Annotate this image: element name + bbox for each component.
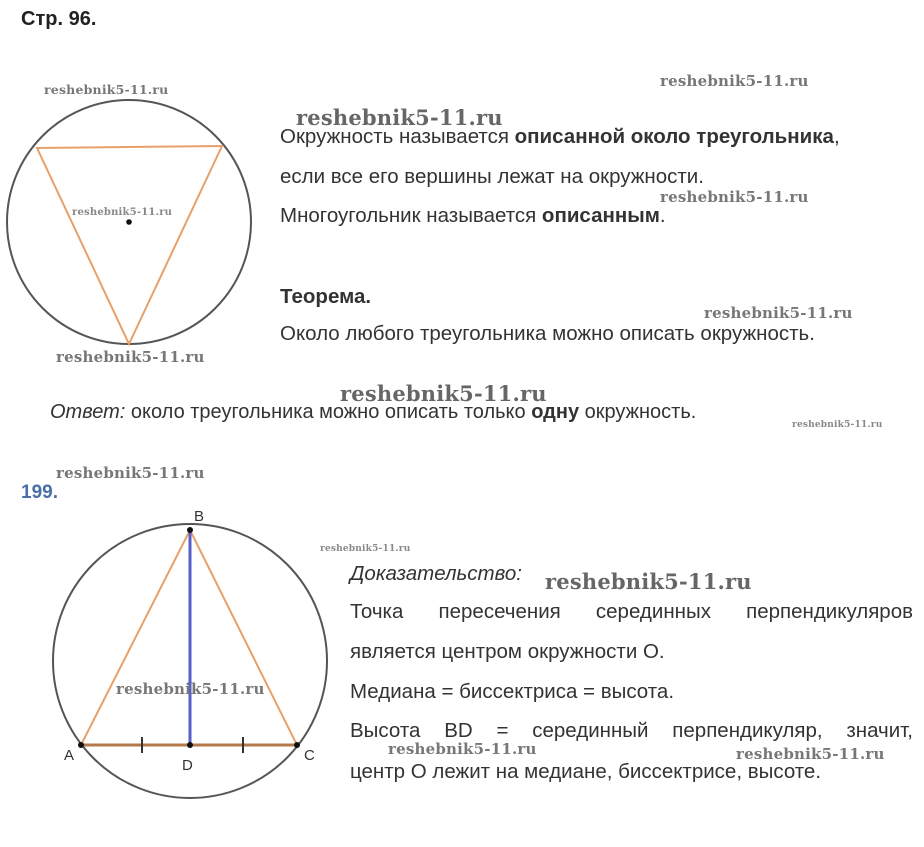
label-a: A <box>64 747 75 764</box>
watermark: reshebnik5-11.ru <box>340 381 547 406</box>
watermark: reshebnik5-11.ru <box>56 348 205 366</box>
label-b: B <box>194 508 205 525</box>
watermark: reshebnik5-11.ru <box>56 464 205 482</box>
proof-line-2: является центром окружности О. <box>350 640 665 663</box>
point-d <box>187 742 193 748</box>
definition-line-3: Многоугольник называется описанным. <box>280 204 666 227</box>
watermark: reshebnik5-11.ru <box>660 72 809 90</box>
watermark: reshebnik5-11.ru <box>736 745 885 763</box>
proof-line-5: центр О лежит на медиане, биссектрисе, высоте. <box>350 760 822 783</box>
theorem-title: Теорема. <box>280 285 372 308</box>
watermark: reshebnik5-11.ru <box>44 82 169 97</box>
watermark: reshebnik5-11.ru <box>116 680 265 698</box>
proof-line-4: Высота BD = серединный перпендикуляр, значит, <box>350 719 913 742</box>
proof-line-3: Медиана = биссектриса = высота. <box>350 680 675 703</box>
circle-center-1 <box>126 219 132 225</box>
definition-line-1: Окружность называется описанной около треугольника, <box>280 125 840 148</box>
inscribed-triangle-1 <box>37 146 222 344</box>
page-label: Стр. 96. <box>21 8 97 30</box>
watermark: reshebnik5-11.ru <box>545 569 752 594</box>
point-a <box>78 742 84 748</box>
proof-label: Доказательство: <box>350 562 522 585</box>
watermark: reshebnik5-11.ru <box>660 188 809 206</box>
task-number: 199. <box>21 482 58 503</box>
label-d: D <box>182 757 193 774</box>
watermark: reshebnik5-11.ru <box>72 207 173 218</box>
watermark: reshebnik5-11.ru <box>388 740 537 758</box>
answer-line: Ответ: около треугольника можно описать только одну окружность. <box>50 401 697 423</box>
proof-line-1: Точка пересечения серединных перпендикуляров <box>350 600 913 623</box>
watermark: reshebnik5-11.ru <box>792 420 883 430</box>
watermark: reshebnik5-11.ru <box>320 544 411 554</box>
theorem-text: Около любого треугольника можно описать окружность. <box>280 322 815 345</box>
point-b <box>187 527 193 533</box>
definition-line-2: если все его вершины лежат на окружности. <box>280 165 704 188</box>
watermark: reshebnik5-11.ru <box>704 304 853 322</box>
watermark: reshebnik5-11.ru <box>296 105 503 130</box>
label-c: C <box>304 747 315 764</box>
point-c <box>294 742 300 748</box>
